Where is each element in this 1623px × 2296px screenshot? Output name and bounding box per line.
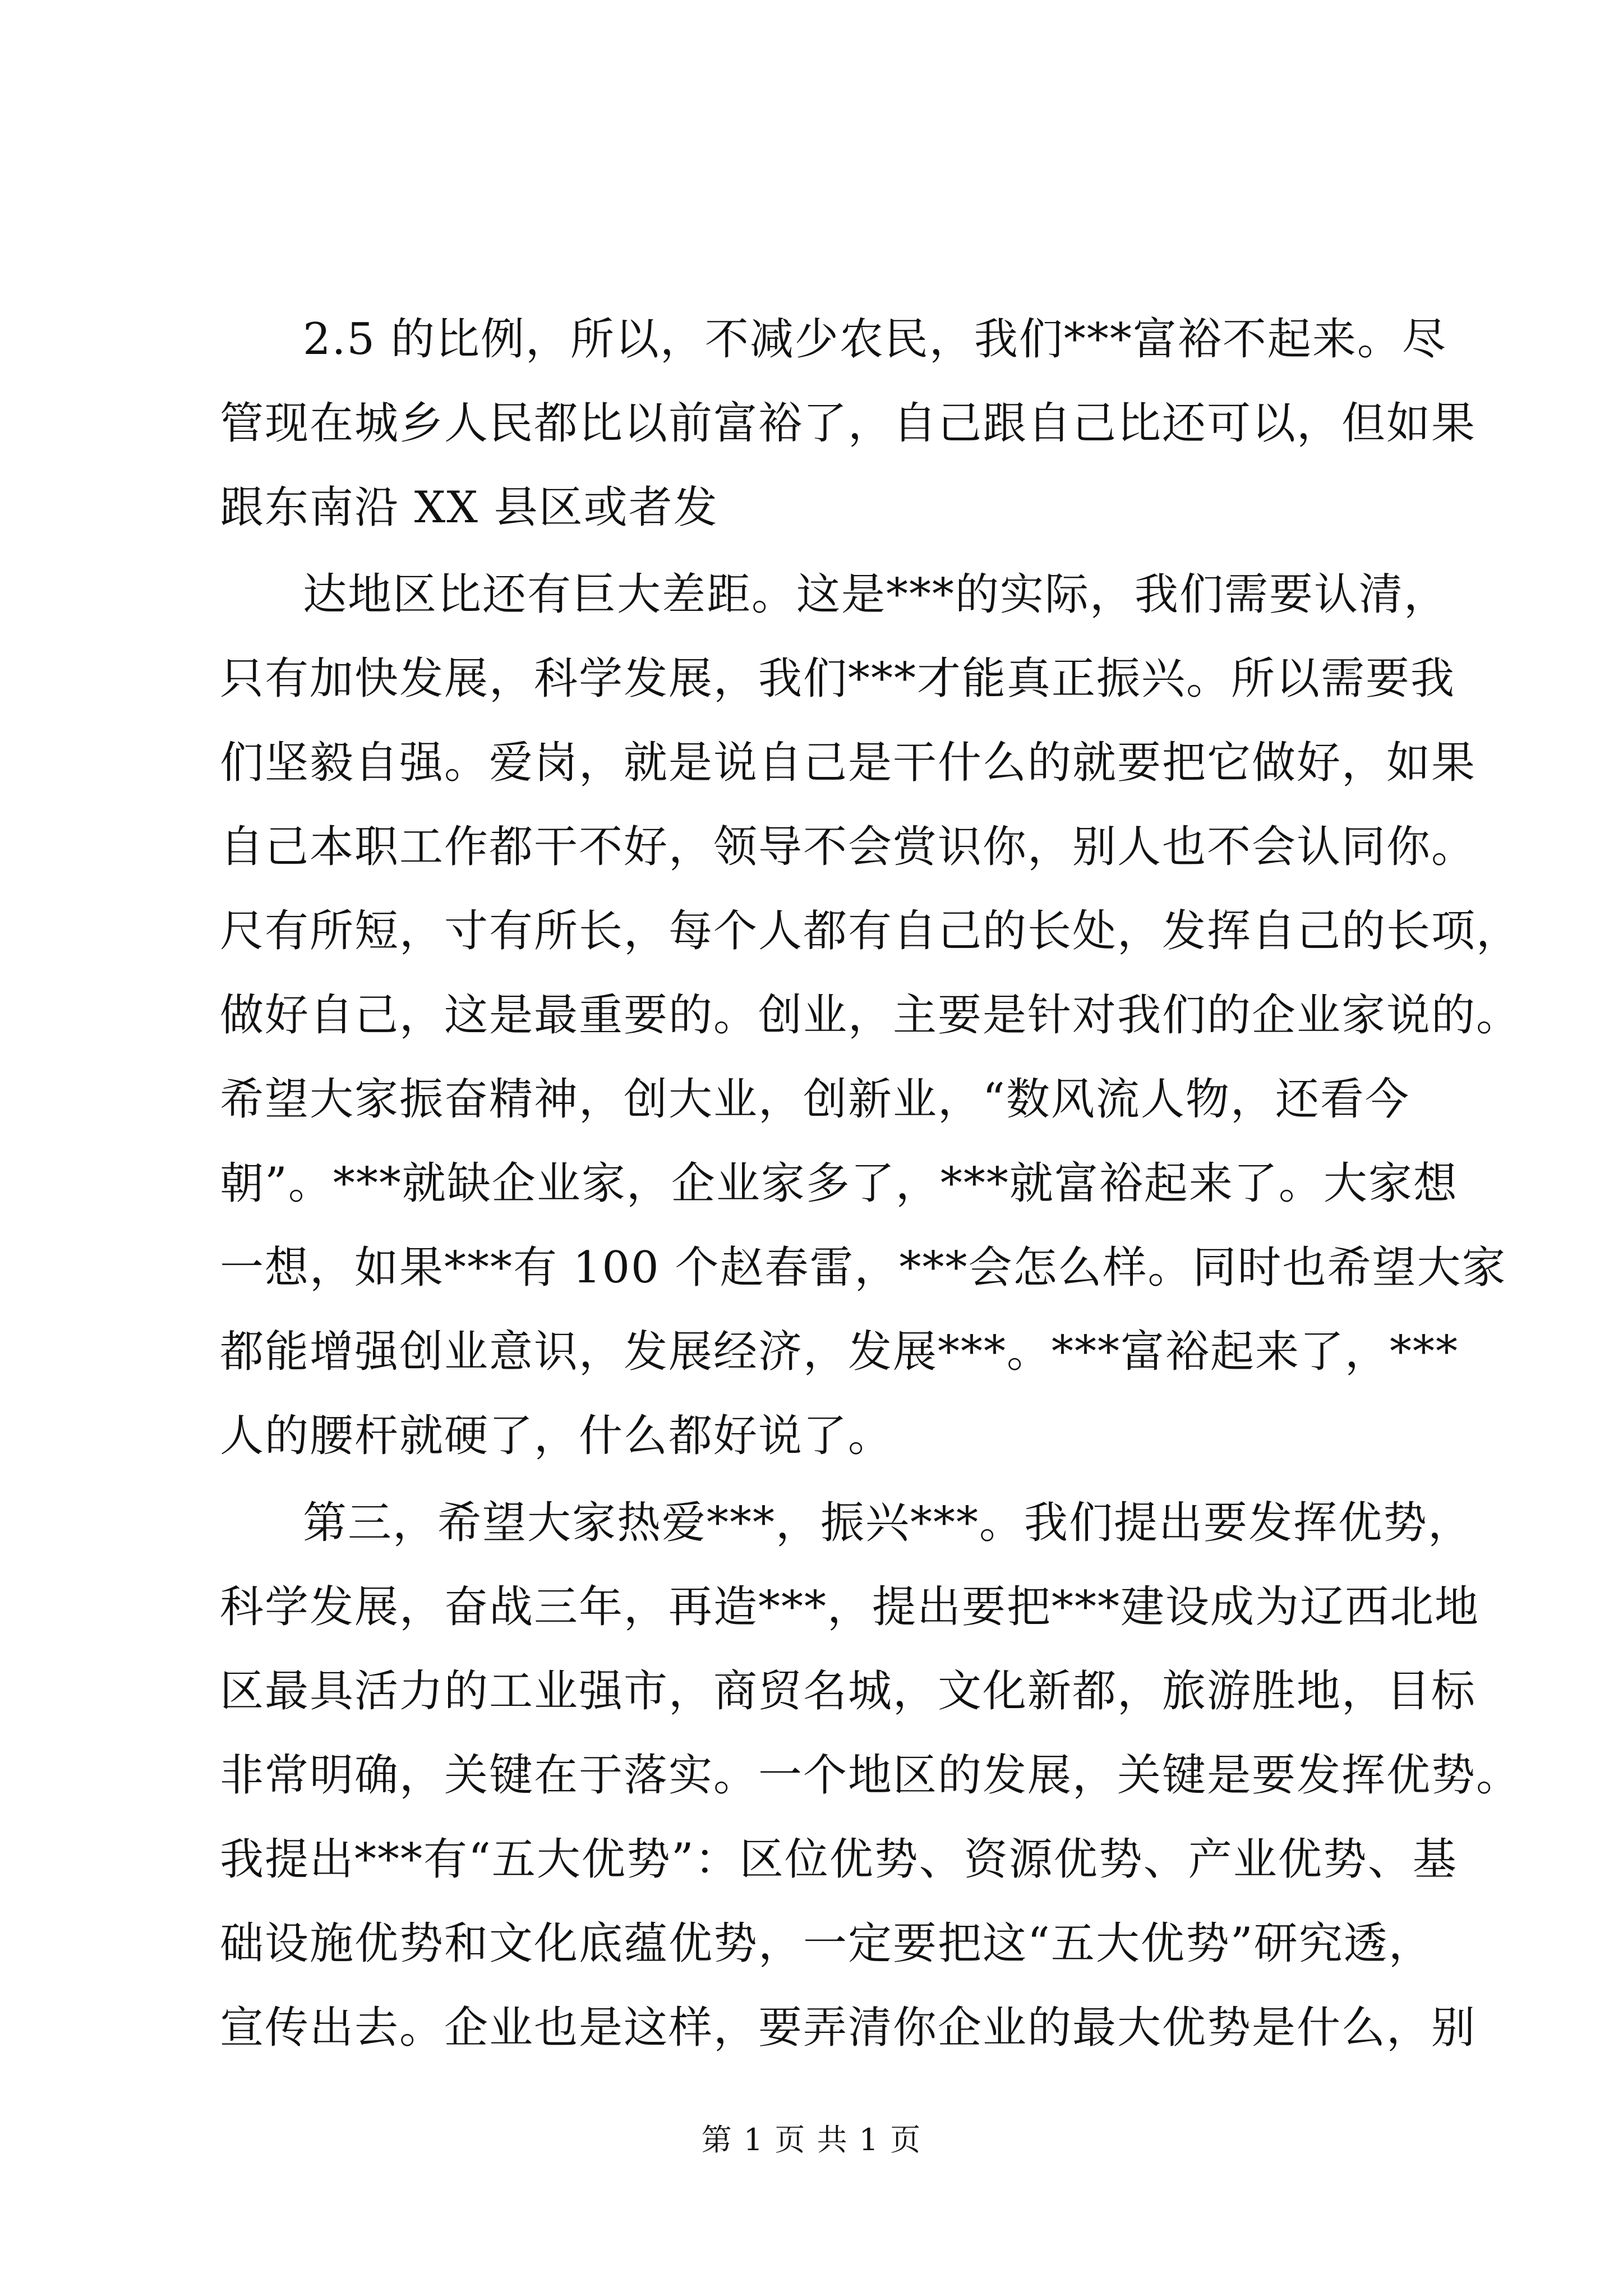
text-line: 第三，希望大家热爱***，振兴***。我们提出要发挥优势， xyxy=(303,1498,1473,1548)
page-footer: 第 1 页 共 1 页 xyxy=(701,2122,922,2157)
text-line: 希望大家振奋精神，创大业，创新业，“数风流人物，还看今 xyxy=(220,1074,1410,1125)
text-line: 我提出***有“五大优势”：区位优势、资源优势、产业优势、基 xyxy=(220,1834,1458,1885)
text-line: 达地区比还有巨大差距。这是***的实际，我们需要认清， xyxy=(303,569,1449,620)
text-line: 非常明确，关键在于落实。一个地区的发展，关键是要发挥优势。 xyxy=(220,1750,1521,1801)
text-line: 一想，如果***有 100 个赵春雷，***会怎么样。同时也希望大家 xyxy=(220,1243,1507,1293)
text-line: 跟东南沿 XX 县区或者发 xyxy=(220,482,718,533)
text-line: 础设施优势和文化底蕴优势，一定要把这“五大优势”研究透， xyxy=(220,1918,1433,1969)
text-line: 尺有所短，寸有所长，每个人都有自己的长处，发挥自己的长项， xyxy=(220,906,1521,956)
text-line: 自己本职工作都干不好，领导不会赏识你，别人也不会认同你。 xyxy=(220,822,1477,872)
text-line: 人的腰杆就硬了，什么都好说了。 xyxy=(220,1411,893,1461)
text-line: 科学发展，奋战三年，再造***，提出要把***建设成为辽西北地 xyxy=(220,1582,1480,1632)
text-line: 们坚毅自强。爱岗，就是说自己是干什么的就要把它做好，如果 xyxy=(220,738,1477,788)
text-line: 2.5 的比例，所以，不减少农民，我们***富裕不起来。尽 xyxy=(303,314,1447,365)
text-line: 做好自己，这是最重要的。创业，主要是针对我们的企业家说的。 xyxy=(220,990,1521,1041)
text-line: 区最具活力的工业强市，商贸名城，文化新都，旅游胜地，目标 xyxy=(220,1666,1477,1717)
text-line: 朝”。***就缺企业家，企业家多了，***就富裕起来了。大家想 xyxy=(220,1158,1458,1209)
text-line: 管现在城乡人民都比以前富裕了，自己跟自己比还可以，但如果 xyxy=(220,398,1477,449)
text-line: 宣传出去。企业也是这样，要弄清你企业的最大优势是什么，别 xyxy=(220,2003,1477,2053)
text-line: 只有加快发展，科学发展，我们***才能真正振兴。所以需要我 xyxy=(220,654,1456,704)
text-line: 都能增强创业意识，发展经济，发展***。***富裕起来了，*** xyxy=(220,1327,1459,1377)
